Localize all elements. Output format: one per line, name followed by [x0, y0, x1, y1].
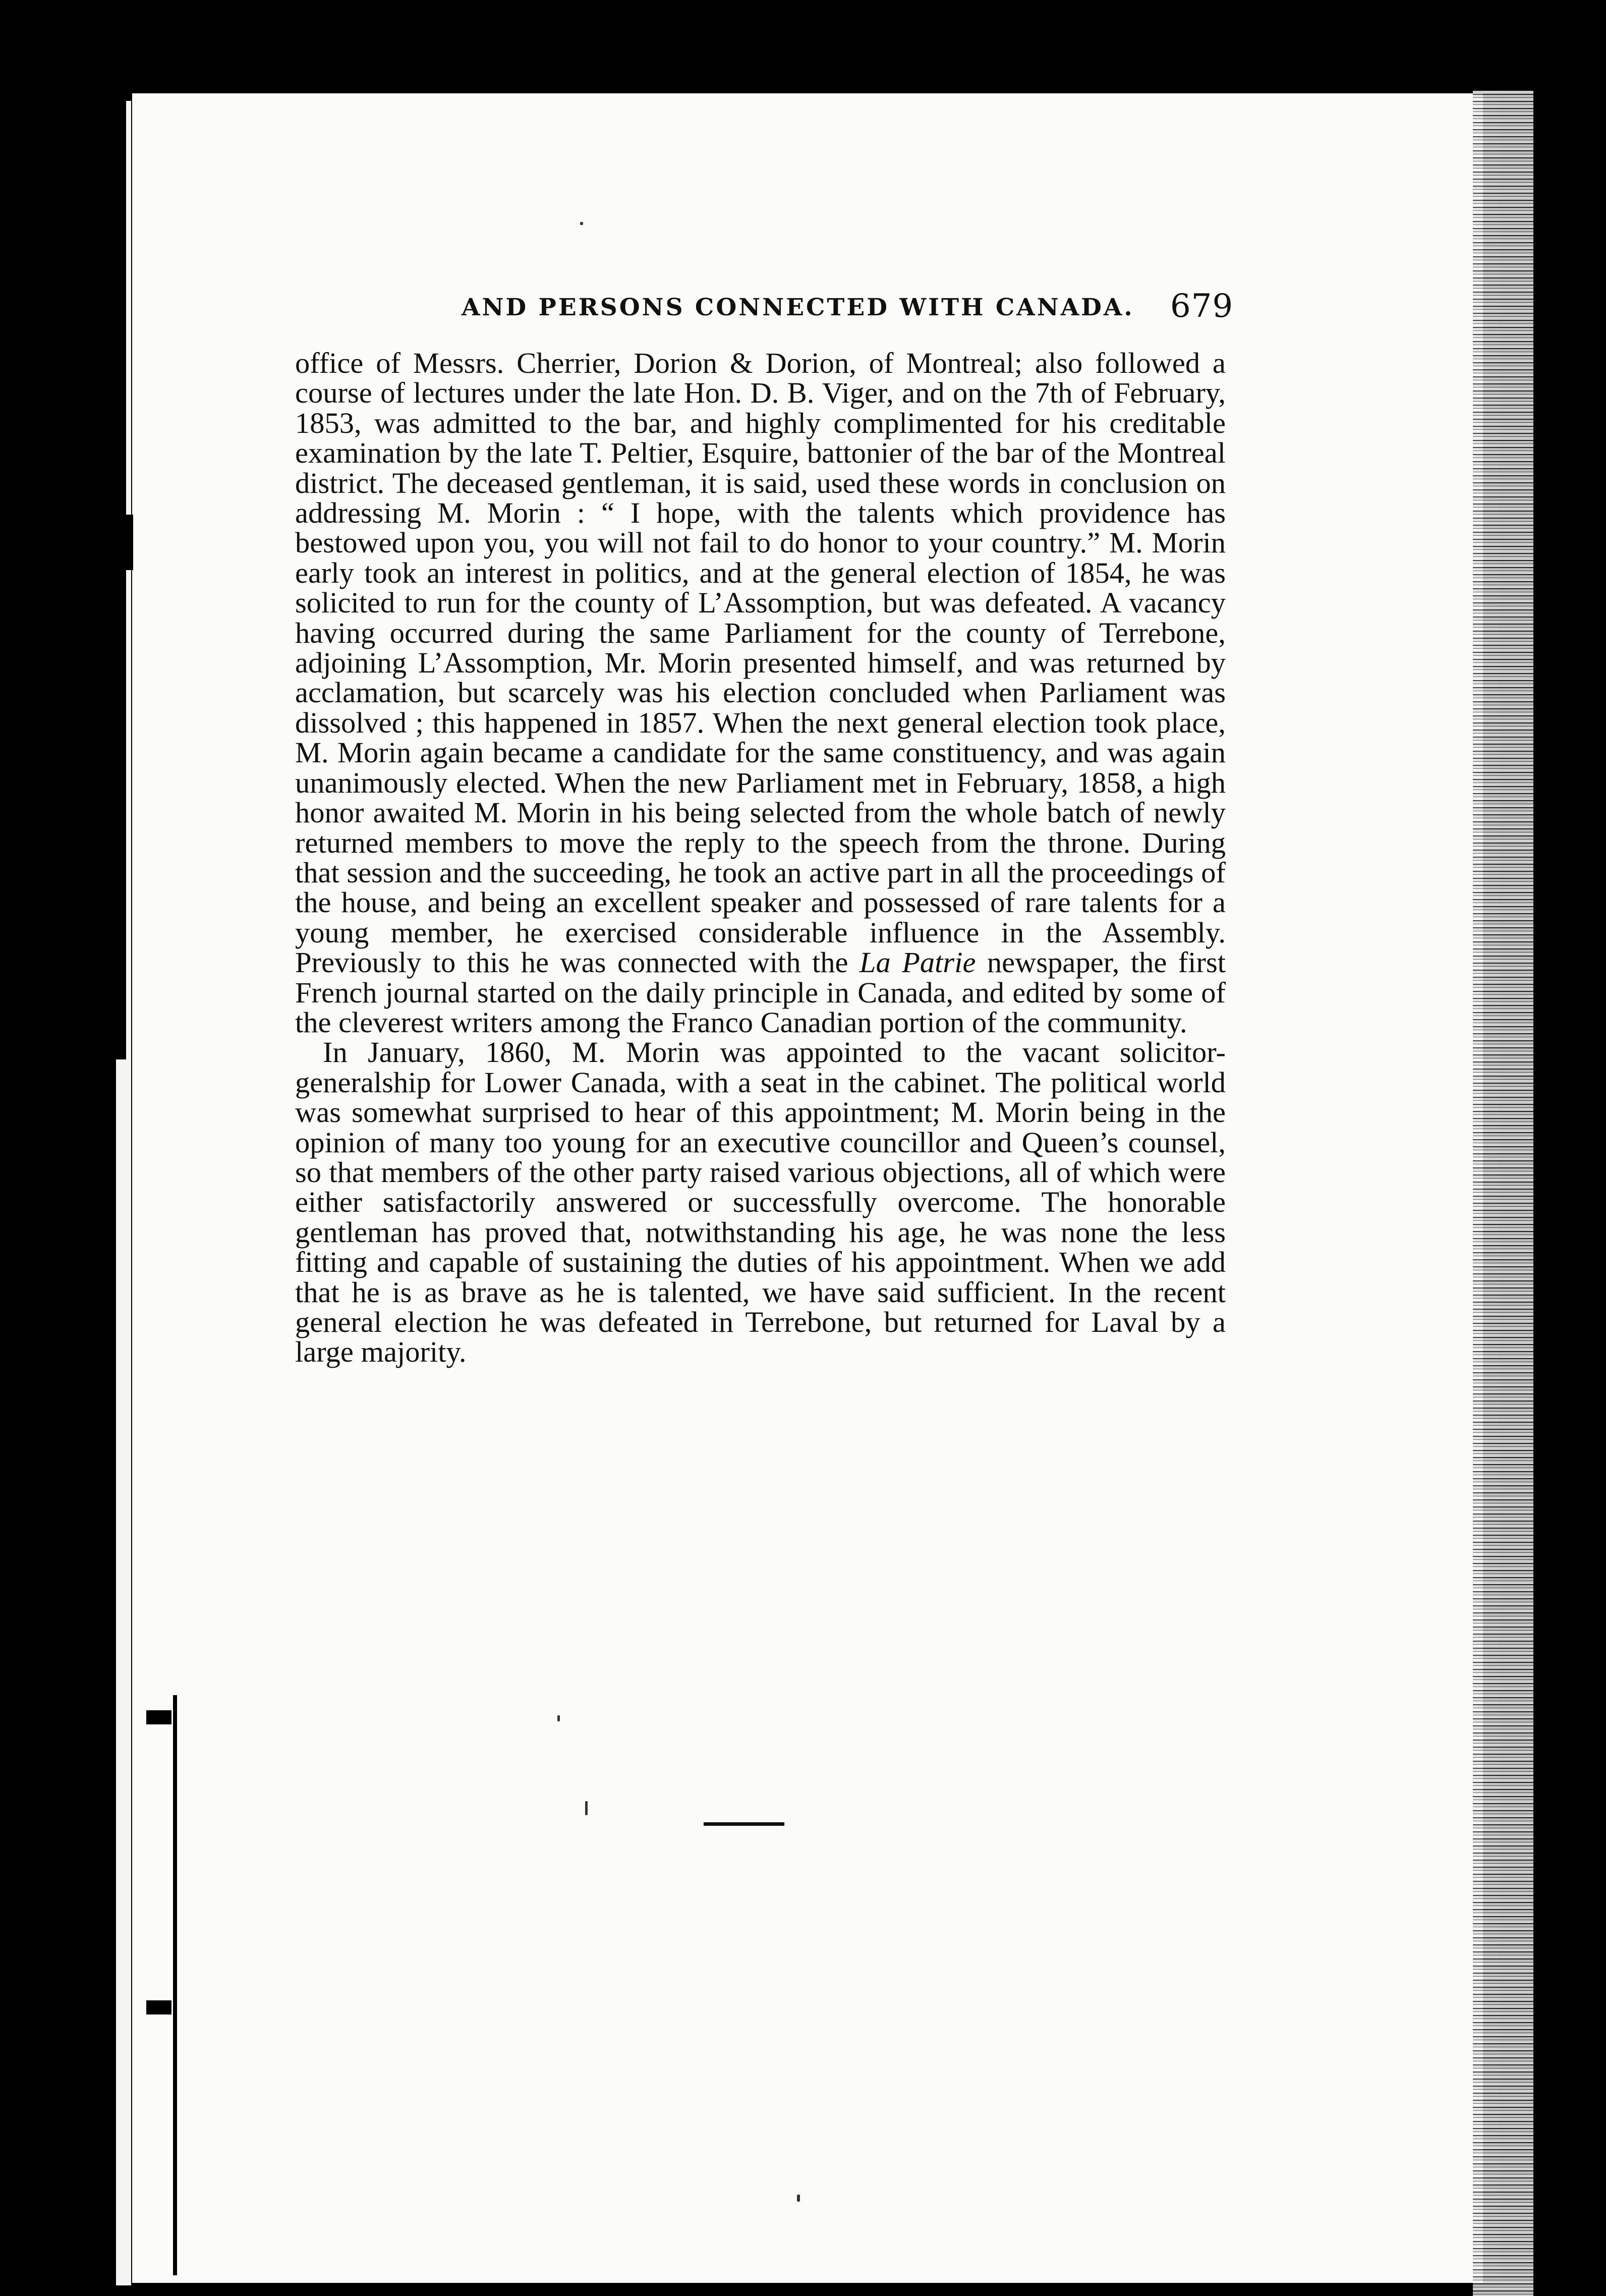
page-stack-edge [1473, 91, 1574, 2296]
binding-notch-2 [146, 1710, 171, 1724]
paragraph-1-text: office of Messrs. Cherrier, Dorion & Dorion, of Montreal; also followed a course of lectures under the late Hon. D. B. Viger, and on the 7th of February, 1853, was admitted to the bar, and highly complimented for his creditable examination by the late T. Peltier, Esquire, battonier of the bar of the Montreal district. The deceased gentleman, it is said, used these words in conclusion on addressing M. Morin : “ I hope, with the talents which providence has bestowed upon you, you will not fail to do honor to your country.” M. Morin early took an interest in politics, and at the general election of 1854, he was solicited to run for the county of L’Assomption, but was defeated. A vacancy having occurred during the same Parliament for the county of Terrebone, adjoining L’Assomption, Mr. Morin presented himself, and was returned by acclamation, but scarcely was his election concluded when Parliament was dissolved ; this happened in 1857. When the next general election took place, M. Morin again became a candidate for the same constituency, and was again unanimously elected. When the new Parliament met in February, 1858, a high honor awaited M. Morin in his being selected from the whole batch of newly returned members to move the reply to the speech from the throne. During that session and the succeeding, he took an active part in all the proceedings of the house, and being an excellent speaker and possessed of rare talents for a young member, he exercised considerable influence in the Assembly. Previously to this he was connected with the [295, 347, 1226, 979]
speck-1 [580, 222, 583, 225]
binding-notch-1 [121, 515, 133, 570]
binding-line-lower [173, 1695, 177, 2275]
end-rule [704, 1822, 784, 1826]
article-body [295, 348, 1226, 1367]
binding-shadow-top [108, 101, 126, 1059]
speck-2 [557, 1715, 560, 1721]
paragraph-2-text: In January, 1860, M. Morin was appointed to the vacant solicitor-generalship for Lower Canada, with a seat in the cabinet. The political world was somewhat surprised to hear of this appointment; M. Morin being in the opinion of many too young for an executive councillor and Queen’s counsel, so that members of the other party raised various objections, all of which were either satisfactorily answered or successfully overcome. The honorable gentleman has proved that, notwithstanding his age, he was none the less fitting and capable of sustaining the duties of his appointment. When we add that he is as brave as he is talented, we have said sufficient. In the recent general election he was defeated in Terrebone, but returned for Laval by a large majority. [295, 1036, 1226, 1369]
speck-3 [585, 1801, 588, 1815]
speck-4 [797, 2195, 800, 2202]
running-head-title: AND PERSONS CONNECTED WITH CANADA. [462, 294, 1134, 321]
paragraph-2 [295, 1037, 1226, 1367]
newspaper-title: La Patrie [859, 946, 976, 979]
page-number: 679 [1170, 288, 1234, 325]
binding-notch-3 [146, 2000, 171, 2014]
paragraph-1 [295, 348, 1226, 1037]
paragraph-1-tail: newspaper, the first French journal started on the daily principle in Canada, and edited by some of the cleverest writers among the Franco Canadian portion of the community. [295, 946, 1226, 1039]
